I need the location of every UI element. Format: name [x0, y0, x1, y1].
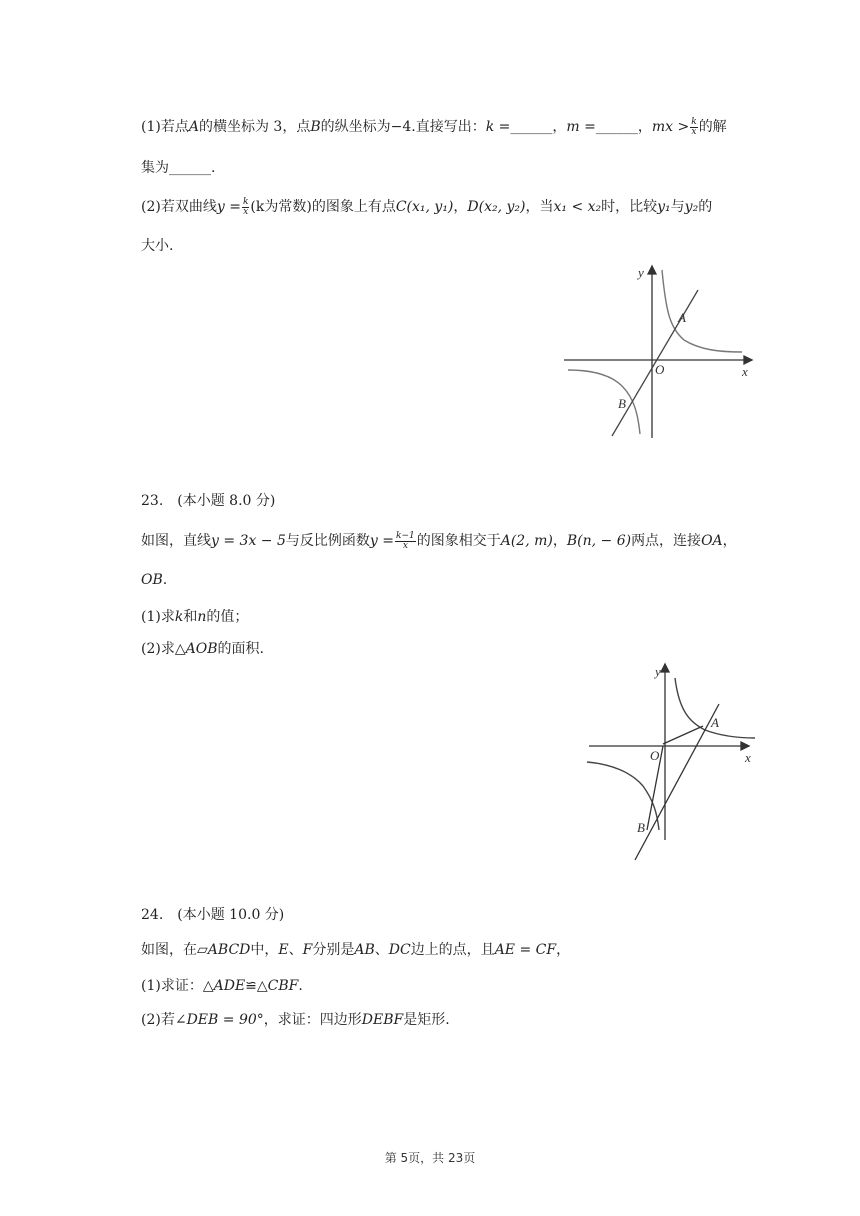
- text: 如图，直线: [141, 533, 211, 549]
- answer-blank-solution: ______: [169, 160, 211, 176]
- answer-blank-m: ______: [595, 119, 638, 135]
- m-expression: m =: [566, 119, 596, 135]
- text: ，当: [525, 199, 554, 215]
- text: (1)若点: [141, 119, 189, 135]
- q22-part2-line1: [141, 197, 712, 217]
- y1: y₁: [657, 199, 671, 215]
- q23-part1: [141, 607, 248, 627]
- numerator: k: [242, 196, 249, 207]
- var-k: k: [174, 609, 184, 625]
- question-score: (本小题 10.0 分): [177, 907, 285, 923]
- q23-graph-figure: [585, 660, 765, 865]
- q22-part1-line2: [141, 158, 215, 178]
- q23-stem-line2: [141, 570, 167, 590]
- q24-stem: [141, 940, 570, 960]
- text: 两点，连接: [631, 533, 702, 549]
- numerator: k: [691, 116, 697, 127]
- answer-blank-k: ______: [510, 119, 553, 135]
- point-b: B(n, − 6): [566, 533, 632, 549]
- q23-header: [141, 491, 275, 511]
- text: 时，比较: [601, 199, 658, 215]
- point-f: F: [302, 942, 313, 958]
- point-e: E: [278, 942, 289, 958]
- point-b-label: B: [637, 820, 645, 835]
- question-number: 24.: [141, 907, 164, 923]
- question-score: (本小题 8.0 分): [177, 493, 276, 509]
- text: .: [298, 978, 303, 994]
- point-a-label: A: [711, 715, 719, 730]
- triangle-ade: ADE: [213, 978, 246, 994]
- y-expression: y =: [216, 199, 241, 215]
- q23-part2: [141, 639, 264, 659]
- page-footer: 第 5页，共 23页: [384, 1151, 476, 1165]
- text: 的横坐标为 3，点: [198, 119, 311, 135]
- text: ≌△: [245, 978, 268, 994]
- segment-ob: OB: [141, 572, 163, 588]
- text: 边上的点，且: [410, 942, 495, 958]
- var-n: n: [197, 609, 207, 625]
- y-axis-arrow-icon: [661, 664, 669, 672]
- text: (1)求: [141, 609, 175, 625]
- text: 中，: [250, 942, 279, 958]
- y2: y₂: [684, 199, 699, 215]
- text: 的解: [698, 119, 727, 135]
- y-axis-label: y: [655, 664, 661, 679]
- hyperbola-branch-upper: [662, 270, 742, 352]
- text: (2)若双曲线: [141, 199, 217, 215]
- x-axis-arrow-icon: [744, 356, 752, 364]
- point-a-label: A: [188, 119, 199, 135]
- text: 、: [374, 942, 389, 958]
- denominator: x: [402, 540, 408, 551]
- text: ，: [722, 533, 737, 549]
- y-axis-arrow-icon: [648, 266, 656, 274]
- text: ，: [552, 533, 567, 549]
- q24-header: [141, 905, 284, 925]
- text: 如图，在▱: [141, 942, 208, 958]
- q23-stem-line1: [141, 531, 737, 551]
- point-b-label: B: [618, 396, 626, 411]
- q24-part1: [141, 976, 303, 996]
- text: 大小.: [141, 238, 174, 254]
- text: 与反比例函数: [285, 533, 370, 549]
- text: .: [211, 160, 216, 176]
- x-axis-label: x: [745, 750, 751, 765]
- fraction-k-over-x: [242, 198, 249, 217]
- q22-graph-figure: [560, 262, 760, 452]
- text: 的纵坐标为−4.直接写出：: [320, 119, 486, 135]
- point-a: A(2, m): [500, 533, 553, 549]
- text: 与: [670, 199, 685, 215]
- inequality: mx >: [651, 119, 690, 135]
- hyperbola-branch-lower: [568, 370, 640, 434]
- text: (1)求证：△: [141, 978, 214, 994]
- text: (2)若: [141, 1012, 175, 1028]
- segment-oa: [663, 726, 703, 744]
- text: ，: [556, 942, 571, 958]
- point-a-label: A: [678, 310, 686, 325]
- hyperbola-branch-lower: [587, 762, 659, 830]
- segment-oa: OA: [701, 533, 723, 549]
- q22-part1-line1: [141, 117, 727, 137]
- text: 的面积.: [217, 641, 264, 657]
- text: 的图象相交于: [416, 533, 501, 549]
- q24-part2: [141, 1010, 450, 1030]
- point-d: D(x₂, y₂): [467, 199, 526, 215]
- numerator: k−1: [395, 530, 415, 541]
- x-axis-label: x: [742, 364, 748, 379]
- text: 是矩形.: [403, 1012, 450, 1028]
- text: .: [162, 572, 168, 588]
- fraction-k-over-x: [690, 118, 697, 137]
- text: 、: [288, 942, 303, 958]
- text: ，: [552, 119, 567, 135]
- text: (2)求△: [141, 641, 186, 657]
- x-axis-arrow-icon: [741, 742, 749, 750]
- text: (k为常数)的图象上有点: [250, 199, 396, 215]
- triangle-aob: AOB: [185, 641, 218, 657]
- text: ，求证：四边形: [263, 1012, 362, 1028]
- y-expression: y =: [369, 533, 394, 549]
- point-b-label: B: [310, 119, 321, 135]
- side-ab: AB: [354, 942, 375, 958]
- equality-ae-cf: AE = CF: [494, 942, 557, 958]
- denominator: x: [243, 206, 249, 217]
- text: 的: [698, 199, 713, 215]
- y-axis-label: y: [638, 265, 644, 280]
- point-c: C(x₁, y₁): [395, 199, 454, 215]
- fraction-k-minus-1-over-x: [395, 532, 416, 551]
- text: ，: [637, 119, 652, 135]
- angle-deb: ∠DEB = 90°: [174, 1012, 264, 1028]
- text: ，: [453, 199, 468, 215]
- condition: x₁ < x₂: [553, 199, 602, 215]
- parallelogram-abcd: ABCD: [207, 942, 251, 958]
- origin-label: O: [650, 748, 660, 763]
- q22-part2-line2: [141, 236, 173, 256]
- denominator: x: [691, 126, 697, 137]
- quadrilateral-debf: DEBF: [361, 1012, 404, 1028]
- line-equation: y = 3x − 5: [211, 533, 286, 549]
- side-dc: DC: [388, 942, 411, 958]
- k-expression: k =: [485, 119, 511, 135]
- question-number: 23.: [141, 493, 164, 509]
- text: 的值；: [206, 609, 249, 625]
- text: 集为: [141, 160, 169, 176]
- triangle-cbf: CBF: [267, 978, 299, 994]
- text: 和: [183, 609, 198, 625]
- line-ab: [635, 704, 719, 860]
- text: 分别是: [312, 942, 355, 958]
- origin-label: O: [655, 362, 665, 377]
